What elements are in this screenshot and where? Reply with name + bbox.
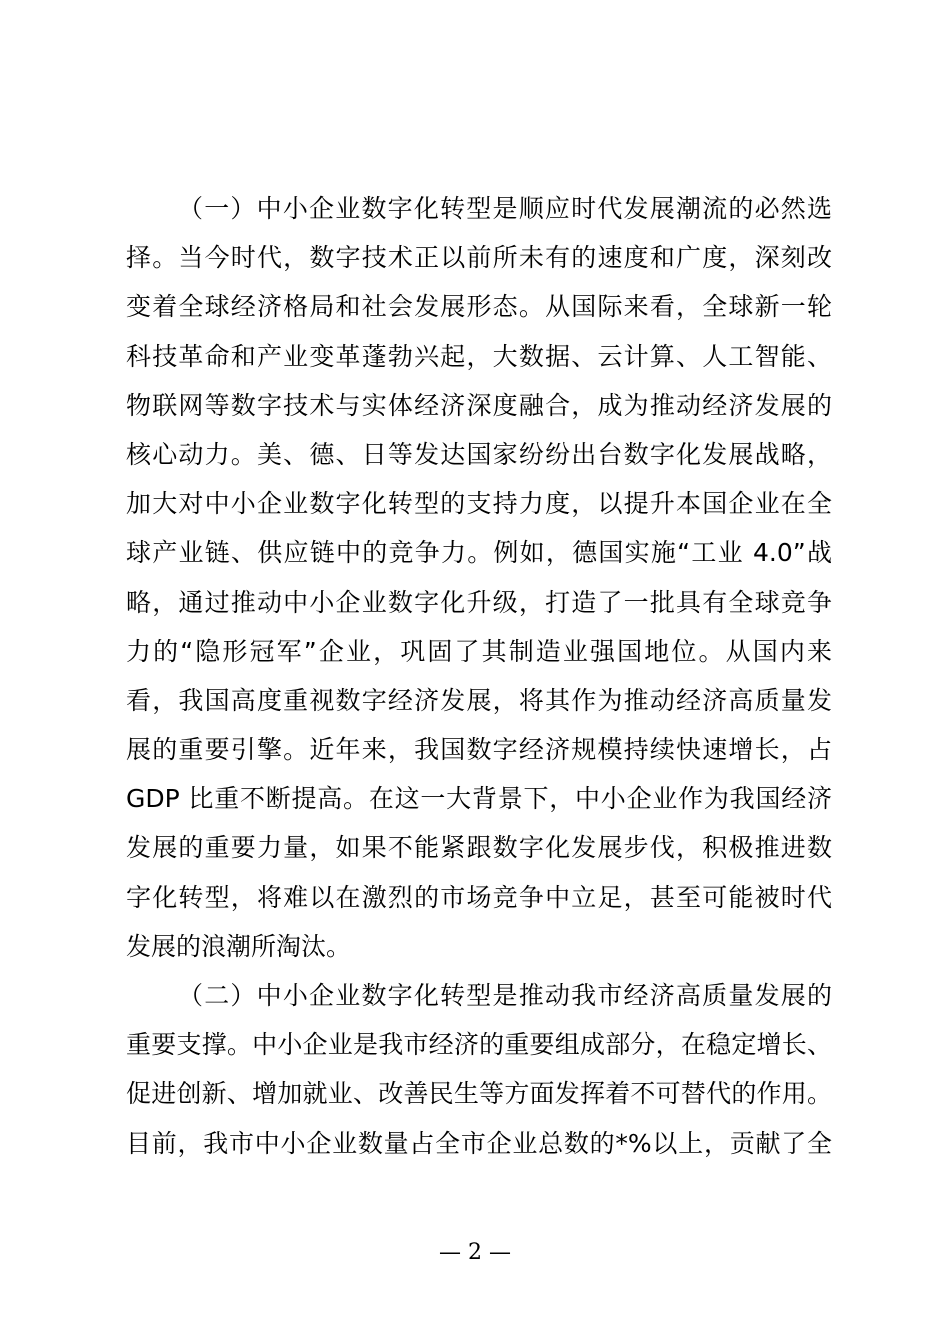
paragraph-line: 核心动力。美、德、日等发达国家纷纷出台数字化发展战略，	[126, 439, 832, 469]
paragraph-line: 变着全球经济格局和社会发展形态。从国际来看，全球新一轮	[126, 292, 832, 322]
paragraph-line: 略，通过推动中小企业数字化升级，打造了一批具有全球竞争	[126, 587, 832, 617]
paragraph-line: 择。当今时代，数字技术正以前所未有的速度和广度，深刻改	[126, 243, 832, 273]
paragraph-line: 加大对中小企业数字化转型的支持力度，以提升本国企业在全	[126, 489, 832, 519]
paragraph-line: 重要支撑。中小企业是我市经济的重要组成部分，在稳定增长、	[126, 1030, 832, 1060]
paragraph-line: GDP 比重不断提高。在这一大背景下，中小企业作为我国经济	[126, 784, 832, 814]
paragraph-line: 球产业链、供应链中的竞争力。例如，德国实施“工业 4.0”战	[126, 538, 832, 568]
paragraph-line: （二）中小企业数字化转型是推动我市经济高质量发展的	[178, 981, 832, 1010]
paragraph-line: （一）中小企业数字化转型是顺应时代发展潮流的必然选	[178, 194, 832, 223]
paragraph-line: 字化转型，将难以在激烈的市场竞争中立足，甚至可能被时代	[126, 882, 832, 912]
paragraph-line: 看，我国高度重视数字经济发展，将其作为推动经济高质量发	[126, 685, 832, 715]
paragraph-line: 物联网等数字技术与实体经济深度融合，成为推动经济发展的	[126, 390, 832, 420]
paragraph-line: 发展的浪潮所淘汰。	[126, 931, 352, 961]
paragraph-2	[126, 971, 832, 1168]
paragraph-line: 目前，我市中小企业数量占全市企业总数的*%以上，贡献了全	[126, 1128, 832, 1158]
paragraph-line: 发展的重要力量，如果不能紧跟数字化发展步伐，积极推进数	[126, 833, 832, 863]
page-number: — 2 —	[439, 1240, 511, 1265]
paragraph-line: 科技革命和产业变革蓬勃兴起，大数据、云计算、人工智能、	[126, 341, 832, 371]
paragraph-line: 展的重要引擎。近年来，我国数字经济规模持续快速增长，占	[126, 735, 832, 765]
paragraph-line: 促进创新、增加就业、改善民生等方面发挥着不可替代的作用。	[126, 1079, 832, 1109]
document-body	[126, 184, 832, 1168]
paragraph-1	[126, 184, 832, 971]
paragraph-line: 力的“隐形冠军”企业，巩固了其制造业强国地位。从国内来	[126, 636, 832, 666]
